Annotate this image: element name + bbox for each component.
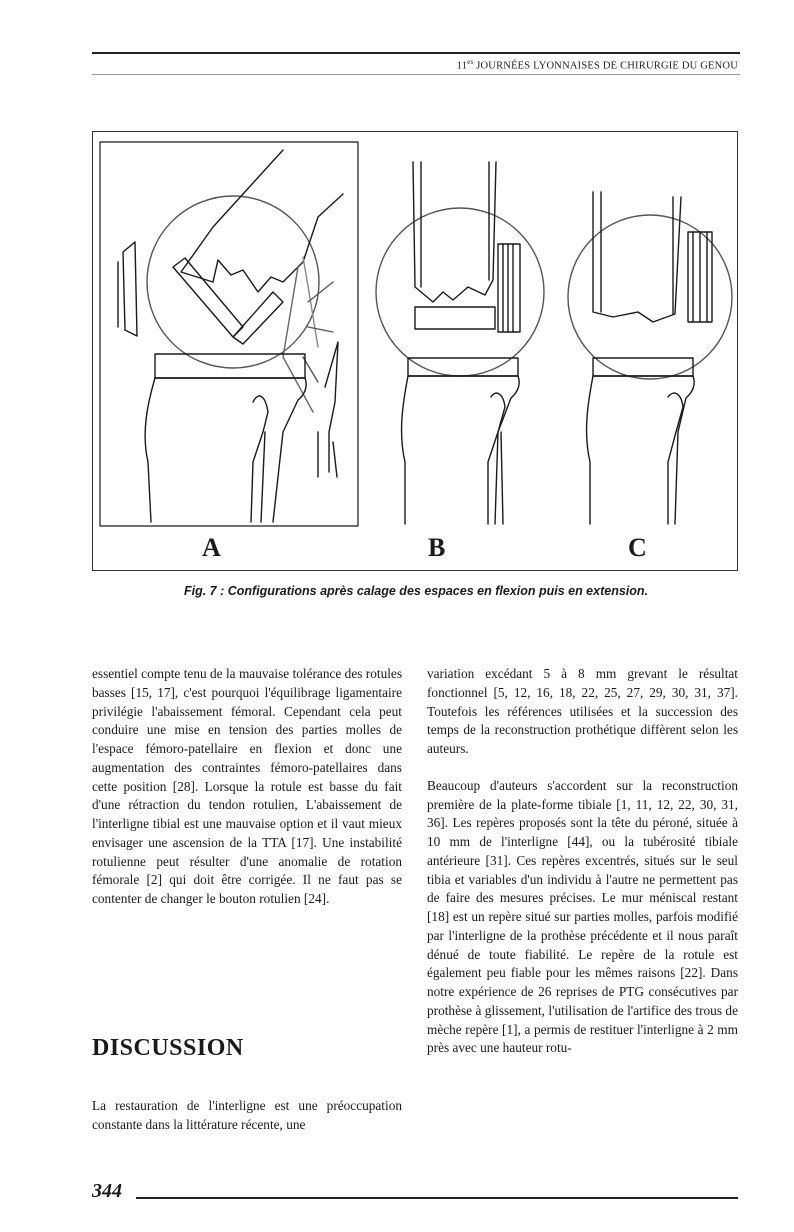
footer-rule (136, 1197, 738, 1199)
panel-a-tibial-tray (155, 354, 305, 378)
right-paragraph-2: Beaucoup d'auteurs s'accordent sur la reconstruction première de la plate-forme tibiale [1, 11, 12, 22, 30, 31, 36]. Les repères proposés sont la tête du péroné, située à 10 mm de l'interligne [44], ou la tubérosité tibiale antérieure [31]. Ces repères excentrés, situés sur le seul tibia et variables d'un individu à l'autre ne permettent pas de faire des mesures précises. Le mur méniscal restant [18] est un repère situé sur parties molles, parfois modifié par l'interligne de la prothèse précédente et il nous paraît dénué de toute fiabilité. Le repère de la rotule est également peu fiable pour les mêmes raisons [22]. Dans notre expérience de 26 reprises de PTG consécutives par prothèse à glissement, l'utilisation de l'artifice des trous de mèche repère [1], a permis de restituer l'interligne à 2 mm près avec une hauteur rotu- (427, 777, 738, 1056)
panel-label-c: C (628, 533, 647, 562)
running-head (457, 58, 738, 72)
header-rule (92, 52, 740, 54)
figure-7-frame (92, 131, 738, 571)
panel-c-tibia (587, 358, 695, 524)
running-head-title: JOURNÉES LYONNAISES DE CHIRURGIE DU GENOU (473, 60, 738, 72)
panel-b-femur (376, 162, 544, 376)
knee-configuration-illustration (93, 132, 739, 572)
page-number: 344 (92, 1180, 122, 1202)
left-paragraph-1: essentiel compte tenu de la mauvaise tolérance des rotules basses [15, 17], c'est pourquoi l'équilibrage ligamentaire privilégie l'abaissement fémoral. Cependant cela peut conduire une mise en tension des parties molles de l'espace fémoro-patellaire en flexion et donc une augmentation des contraintes fémoro-patellaires dans cette position [28]. Lorsque la rotule est basse du fait d'une rétraction du tendon rotulien, L'abaissement de l'interligne tibial est une mauvaise option et il vaut mieux envisager une ascension de la TTA [17]. Une instabilité rotulienne peut résulter d'une anomalie de rotation fémorale [2] qui doit être corrigée. Il ne faut pas se contenter de changer le bouton rotulien [24]. (92, 666, 402, 906)
right-paragraph-1: variation excédant 5 à 8 mm grevant le résultat fonctionnel [5, 12, 16, 18, 22, 25, 27, 29, 30, 31, 37]. Toutefois les références utilisées et la succession des temps de la reconstruction prothétique diffèrent selon les auteurs. (427, 666, 738, 756)
panel-c-femur (568, 192, 732, 379)
panel-a-tibia (145, 378, 306, 522)
right-column (427, 665, 738, 1058)
left-paragraph-2: La restauration de l'interligne est une préoccupation constante dans la littérature récente, une (92, 1098, 402, 1132)
panel-a-femur (173, 150, 343, 412)
section-heading-discussion: DISCUSSION (92, 1035, 244, 1061)
running-head-superscript: es (467, 58, 474, 66)
panel-a-condyle-circle (147, 196, 319, 368)
panel-b-condyle-circle (376, 208, 544, 376)
left-column (92, 665, 402, 909)
panel-a-patellar-tendon (318, 342, 338, 477)
panel-b-tibia (402, 358, 520, 524)
header-thin-rule (92, 74, 740, 75)
panel-label-a: A (202, 533, 221, 562)
running-head-number: 11 (456, 60, 468, 72)
figure-caption: Fig. 7 : Configurations après calage des espaces en flexion puis en extension. (183, 584, 649, 598)
left-column-bottom (92, 1097, 402, 1135)
panel-label-b: B (428, 533, 446, 562)
panel-a-box (100, 142, 358, 526)
panel-a-patella (118, 242, 137, 336)
